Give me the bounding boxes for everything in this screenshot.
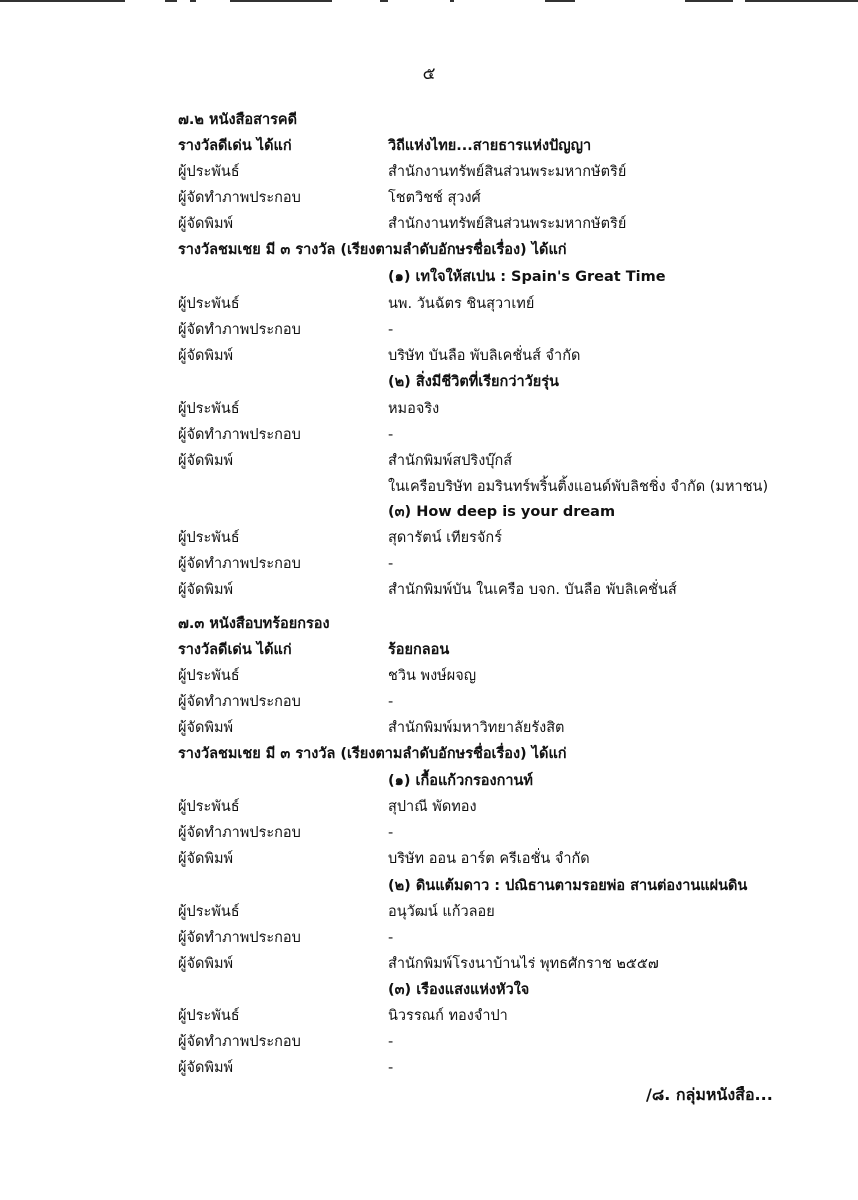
author-label: ผู้ประพันธ์ <box>178 1008 240 1024</box>
illustrator-label: ผู้จัดทำภาพประกอบ <box>178 427 301 443</box>
publisher-label: ผู้จัดพิมพ์ <box>178 956 234 972</box>
book-title: (๓) How deep is your dream <box>388 504 616 520</box>
page-number: ๕ <box>422 64 436 84</box>
publisher-label: ผู้จัดพิมพ์ <box>178 720 234 736</box>
publisher-row <box>178 846 838 872</box>
author-row <box>178 291 838 317</box>
outstanding-award-row <box>178 133 838 159</box>
illustrator-value: - <box>388 694 394 710</box>
book-title: (๒) สิ่งมีชีวิตที่เรียกว่าวัยรุ่น <box>388 374 559 390</box>
author-value: นพ. วันฉัตร ชินสุวาเทย์ <box>388 296 535 312</box>
illustrator-value: โชตวิชช์ สุวงศ์ <box>388 190 481 206</box>
author-label: ผู้ประพันธ์ <box>178 799 240 815</box>
author-value: อนุวัฒน์ แก้วลอย <box>388 904 495 920</box>
illustrator-row <box>178 422 838 448</box>
section-heading: ๗.๒ หนังสือสารคดี <box>178 112 298 128</box>
publisher-value: สำนักพิมพ์บัน ในเครือ บจก. บันลือ พับลิเคชั่นส์ <box>388 582 677 598</box>
illustrator-row <box>178 820 838 846</box>
author-value: สำนักงานทรัพย์สินส่วนพระมหากษัตริย์ <box>388 164 627 180</box>
illustrator-row <box>178 317 838 343</box>
publisher-row-continued <box>178 474 838 500</box>
author-label: ผู้ประพันธ์ <box>178 668 240 684</box>
publisher-label: ผู้จัดพิมพ์ <box>178 582 234 598</box>
honorable-title-row <box>178 768 838 794</box>
publisher-value: บริษัท บันลือ พับลิเคชั่นส์ จำกัด <box>388 348 581 364</box>
publisher-row <box>178 1055 838 1081</box>
book-title: (๑) เทใจให้สเปน : Spain's Great Time <box>388 269 666 285</box>
author-value: สุปาณี พัดทอง <box>388 799 477 815</box>
book-title: (๑) เกื้อแก้วกรองกานท์ <box>388 773 533 789</box>
illustrator-value: - <box>388 427 394 443</box>
publisher-value: สำนักพิมพ์มหาวิทยาลัยรังสิต <box>388 720 565 736</box>
author-label: ผู้ประพันธ์ <box>178 296 240 312</box>
author-value: หมอจริง <box>388 401 440 417</box>
honorable-title-row <box>178 369 838 395</box>
honorable-title-row <box>178 977 838 1003</box>
book-title: (๓) เรืองแสงแห่งหัวใจ <box>388 982 530 998</box>
publisher-value: บริษัท ออน อาร์ต ครีเอชั่น จำกัด <box>388 851 590 867</box>
publisher-row <box>178 211 838 237</box>
illustrator-label: ผู้จัดทำภาพประกอบ <box>178 322 301 338</box>
illustrator-value: - <box>388 1034 394 1050</box>
illustrator-row <box>178 1029 838 1055</box>
publisher-row <box>178 343 838 369</box>
author-row <box>178 899 838 925</box>
section-heading: ๗.๓ หนังสือบทร้อยกรอง <box>178 616 330 632</box>
illustrator-label: ผู้จัดทำภาพประกอบ <box>178 694 301 710</box>
honorable-heading: รางวัลชมเชย มี ๓ รางวัล (เรียงตามลำดับอักษรชื่อเรื่อง) ได้แก่ <box>178 242 567 258</box>
illustrator-row <box>178 925 838 951</box>
honorable-heading: รางวัลชมเชย มี ๓ รางวัล (เรียงตามลำดับอักษรชื่อเรื่อง) ได้แก่ <box>178 746 567 762</box>
author-row <box>178 794 838 820</box>
continuation-footer: /๘. กลุ่มหนังสือ... <box>646 1085 773 1104</box>
publisher-label: ผู้จัดพิมพ์ <box>178 348 234 364</box>
author-label: ผู้ประพันธ์ <box>178 904 240 920</box>
publisher-label: ผู้จัดพิมพ์ <box>178 216 234 232</box>
illustrator-value: - <box>388 556 394 572</box>
author-row <box>178 525 838 551</box>
publisher-value: สำนักพิมพ์โรงนาบ้านไร่ พุทธศักราช ๒๕๕๗ <box>388 956 659 972</box>
publisher-label: ผู้จัดพิมพ์ <box>178 851 234 867</box>
author-row <box>178 1003 838 1029</box>
publisher-value: สำนักพิมพ์สปริงบุ๊กส์ <box>388 453 513 469</box>
illustrator-value: - <box>388 825 394 841</box>
illustrator-value: - <box>388 322 394 338</box>
publisher-label: ผู้จัดพิมพ์ <box>178 1060 234 1076</box>
publisher-row <box>178 715 838 741</box>
illustrator-label: ผู้จัดทำภาพประกอบ <box>178 1034 301 1050</box>
award-label: รางวัลดีเด่น ได้แก่ <box>178 138 292 154</box>
author-value: ชวิน พงษ์ผจญ <box>388 668 477 684</box>
illustrator-label: ผู้จัดทำภาพประกอบ <box>178 190 301 206</box>
author-row <box>178 663 838 689</box>
publisher-value-line2: ในเครือบริษัท อมรินทร์พริ้นติ้งแอนด์พับลิชชิ่ง จำกัด (มหาชน) <box>388 479 769 495</box>
illustrator-value: - <box>388 930 394 946</box>
scan-artifact <box>0 0 858 6</box>
award-label: รางวัลดีเด่น ได้แก่ <box>178 642 292 658</box>
honorable-title-row <box>178 873 838 899</box>
publisher-row <box>178 577 838 603</box>
honorable-title-row <box>178 499 838 525</box>
honorable-title-row <box>178 264 838 290</box>
author-row <box>178 159 838 185</box>
publisher-label: ผู้จัดพิมพ์ <box>178 453 234 469</box>
book-title: ร้อยกลอน <box>388 642 450 658</box>
illustrator-label: ผู้จัดทำภาพประกอบ <box>178 930 301 946</box>
author-value: นิวรรณก์ ทองจำปา <box>388 1008 508 1024</box>
illustrator-label: ผู้จัดทำภาพประกอบ <box>178 825 301 841</box>
book-title: วิถีแห่งไทย...สายธารแห่งปัญญา <box>388 138 592 154</box>
illustrator-row <box>178 551 838 577</box>
publisher-row <box>178 951 838 977</box>
author-label: ผู้ประพันธ์ <box>178 401 240 417</box>
outstanding-award-row <box>178 637 838 663</box>
book-title: (๒) ดินแต้มดาว : ปณิธานตามรอยพ่อ สานต่องานแผ่นดิน <box>388 878 748 894</box>
author-value: สุดารัตน์ เทียรจักร์ <box>388 530 502 546</box>
illustrator-row <box>178 689 838 715</box>
illustrator-row <box>178 185 838 211</box>
author-label: ผู้ประพันธ์ <box>178 530 240 546</box>
illustrator-label: ผู้จัดทำภาพประกอบ <box>178 556 301 572</box>
author-row <box>178 396 838 422</box>
publisher-row <box>178 448 838 474</box>
publisher-value: สำนักงานทรัพย์สินส่วนพระมหากษัตริย์ <box>388 216 627 232</box>
publisher-value: - <box>388 1060 394 1076</box>
author-label: ผู้ประพันธ์ <box>178 164 240 180</box>
